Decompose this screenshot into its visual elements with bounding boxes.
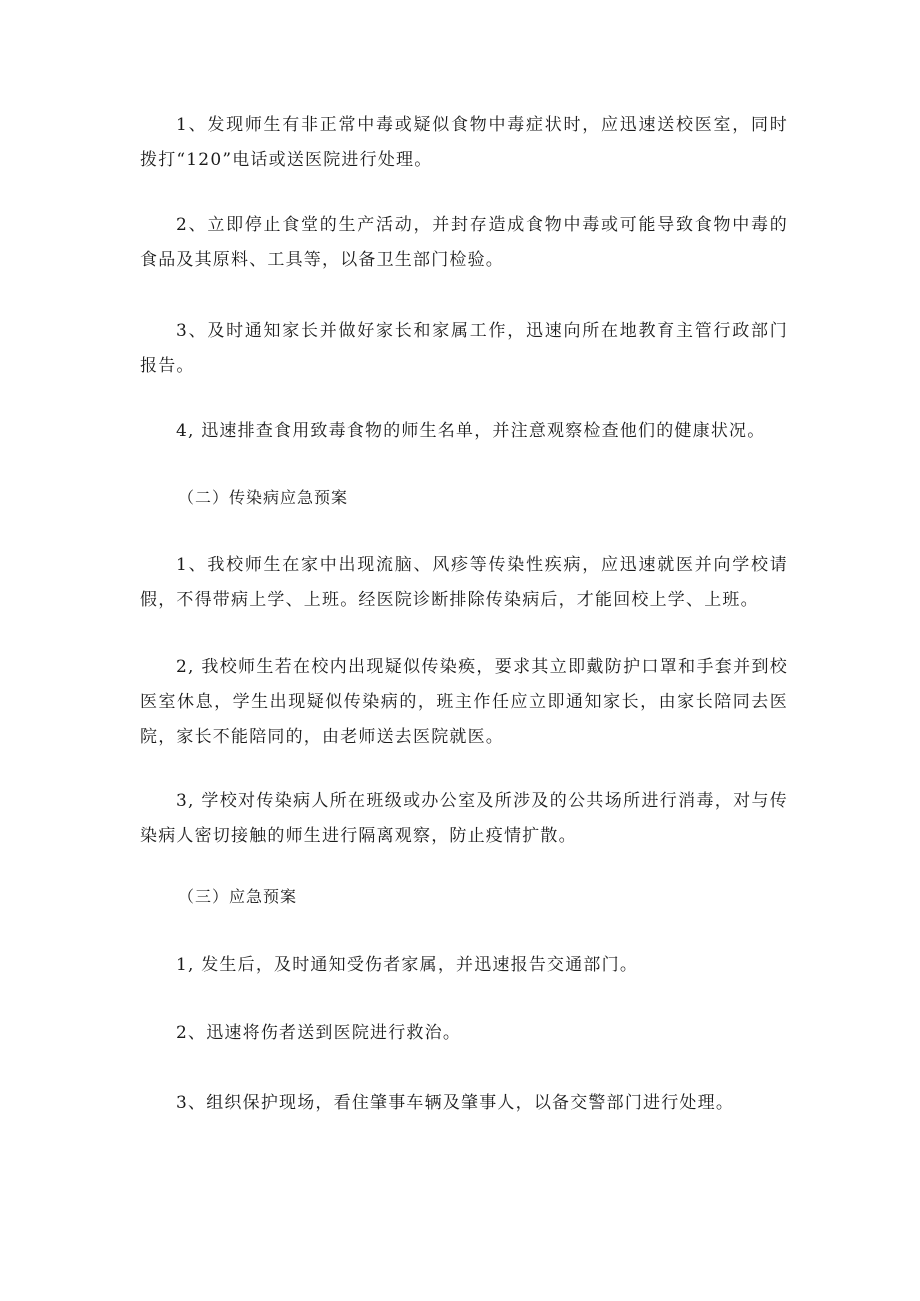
paragraph-food-poisoning-3: 3、及时通知家长并做好家长和家属工作，迅速向所在地教育主管行政部门报告。 xyxy=(140,321,788,376)
paragraph-emergency-1: 1, 发生后，及时通知受伤者家属，并迅速报告交通部门。 xyxy=(176,955,639,975)
section-heading-infectious-disease: （二）传染病应急预案 xyxy=(178,488,349,507)
section-heading-emergency: （三）应急预案 xyxy=(178,887,298,906)
paragraph-emergency-2: 2、迅速将伤者送到医院进行救治。 xyxy=(176,1023,462,1043)
paragraph-food-poisoning-2: 2、立即停止食堂的生产活动，并封存造成食物中毒或可能导致食物中毒的食品及其原料、工具等，以备卫生部门检验。 xyxy=(140,215,788,270)
paragraph-infectious-1: 1、我校师生在家中出现流脑、风疹等传染性疾病，应迅速就医并向学校请假，不得带病上学、上班。经医院诊断排除传染病后，才能回校上学、上班。 xyxy=(140,555,788,610)
paragraph-infectious-3: 3, 学校对传染病人所在班级或办公室及所涉及的公共场所进行消毒，对与传染病人密切接触的师生进行隔离观察，防止疫情扩散。 xyxy=(140,791,788,846)
paragraph-food-poisoning-4: 4, 迅速排查食用致毒食物的师生名单，并注意观察检查他们的健康状况。 xyxy=(176,421,766,441)
paragraph-food-poisoning-1: 1、发现师生有非正常中毒或疑似食物中毒症状时，应迅速送校医室，同时拨打“120”电话或送医院进行处理。 xyxy=(140,115,788,170)
paragraph-infectious-2: 2, 我校师生若在校内出现疑似传染痪，要求其立即戴防护口罩和手套并到校医室休息，学生出现疑似传染病的，班主作任应立即通知家长，由家长陪同去医院，家长不能陪同的，由老师送去医院就医。 xyxy=(140,657,788,747)
paragraph-emergency-3: 3、组织保护现场，看住肇事车辆及肇事人，以备交警部门进行处理。 xyxy=(176,1093,735,1113)
